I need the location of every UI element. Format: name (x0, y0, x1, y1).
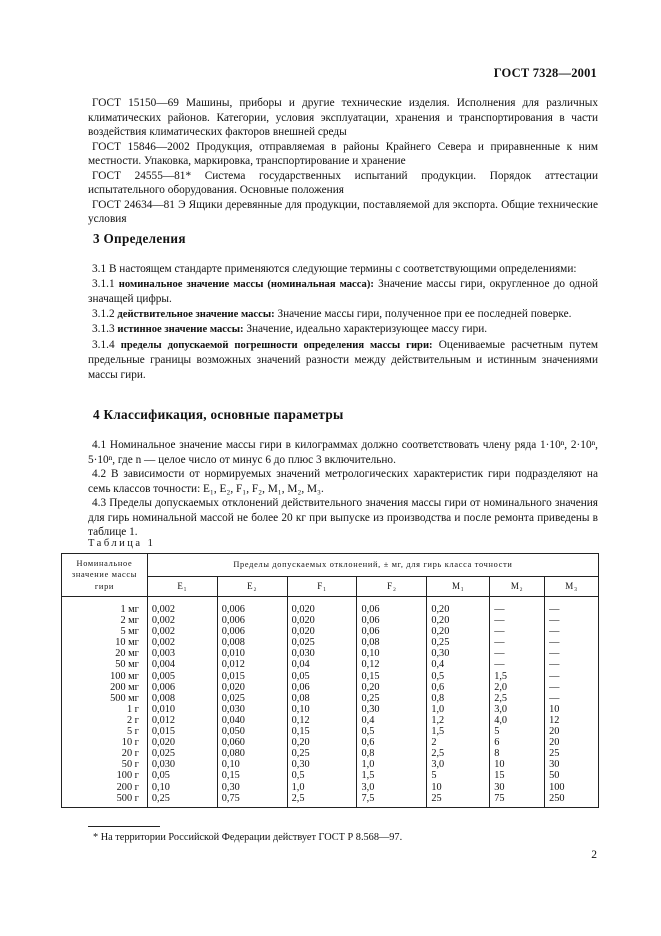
tolerance-cell: 2,5 (427, 748, 490, 759)
table-row (62, 782, 599, 793)
tolerance-cell: 30 (490, 782, 545, 793)
column-header-nominal-mass: Номинальное значение массы гири (62, 554, 148, 597)
table-row (62, 693, 599, 704)
definition-3-1-4: 3.1.4 пределы допускаемой погрешности определения массы гири: Оцениваемые расчетным путем предельные границы возможных значений разности между действительным и истинным значениями массы гири. (88, 338, 599, 381)
tolerance-cell: 0,8 (357, 748, 427, 759)
tolerance-cell: 0,030 (287, 648, 357, 659)
tolerance-cell: 0,015 (147, 726, 217, 737)
tolerance-cell: 3,0 (490, 704, 545, 715)
term: действительное значение массы: (117, 308, 275, 320)
tolerance-cell: 0,003 (147, 648, 217, 659)
tolerance-cell: 1,5 (427, 726, 490, 737)
table-row (62, 626, 599, 637)
table-row (62, 659, 599, 670)
definition-3-1-1: 3.1.1 номинальное значение массы (номинальная масса): Значение массы гири, округленное до одной значащей цифры. (88, 277, 599, 305)
tolerance-cell: 0,005 (147, 671, 217, 682)
tolerance-cell: 0,030 (147, 759, 217, 770)
nominal-mass-cell: 10 мг (62, 637, 148, 648)
tolerance-cell: 0,12 (287, 715, 357, 726)
normative-references (88, 96, 598, 227)
tolerance-cell: 7,5 (357, 793, 427, 808)
table-row (62, 671, 599, 682)
tolerance-cell: 0,12 (357, 659, 427, 670)
section-3-body (88, 262, 598, 382)
tolerance-cell: 0,006 (217, 626, 287, 637)
tolerance-cell: 0,002 (147, 626, 217, 637)
tolerance-cell: 50 (545, 770, 599, 781)
tolerance-cell: 0,015 (217, 671, 287, 682)
tolerance-cell: 0,25 (357, 693, 427, 704)
class-header: M₁ (427, 577, 490, 597)
tolerance-cell: 0,008 (147, 693, 217, 704)
tolerance-cell: 5 (490, 726, 545, 737)
tolerance-cell: 0,20 (427, 597, 490, 616)
tolerance-cell: 8 (490, 748, 545, 759)
reference-item: ГОСТ 15846—2002 Продукция, отправляемая в районы Крайнего Севера и приравненные к ним местности. Упаковка, маркировка, транспортирование и хранение (88, 140, 598, 167)
tolerance-cell: 5 (427, 770, 490, 781)
class-header: M₃ (545, 577, 599, 597)
nominal-mass-cell: 100 г (62, 770, 148, 781)
tolerance-cell: 2,5 (287, 793, 357, 808)
tolerance-cell: 1,5 (490, 671, 545, 682)
tolerance-cell: 0,06 (357, 597, 427, 616)
nominal-mass-cell: 5 мг (62, 626, 148, 637)
table-row (62, 715, 599, 726)
tolerance-cell: 1,0 (287, 782, 357, 793)
tolerance-cell: 3,0 (427, 759, 490, 770)
tolerance-cell: 0,30 (217, 782, 287, 793)
tolerance-cell: 0,20 (357, 682, 427, 693)
tolerance-cell: 0,10 (147, 782, 217, 793)
tolerance-cell: 0,020 (147, 737, 217, 748)
class-header: E₁ (147, 577, 217, 597)
nominal-mass-cell: 1 г (62, 704, 148, 715)
tolerance-cell: 0,05 (147, 770, 217, 781)
tolerance-cell: 20 (545, 737, 599, 748)
tolerance-cell: 0,06 (287, 682, 357, 693)
table-row (62, 748, 599, 759)
document-header: ГОСТ 7328—2001 (493, 66, 597, 80)
tolerance-cell: 0,5 (427, 671, 490, 682)
tolerance-cell: 0,5 (357, 726, 427, 737)
tolerance-cell: — (545, 597, 599, 616)
tolerance-cell: 10 (427, 782, 490, 793)
footnote: * На территории Российской Федерации действует ГОСТ Р 8.568—97. (93, 832, 403, 843)
tolerance-cell: — (545, 682, 599, 693)
tolerance-cell: 0,15 (357, 671, 427, 682)
tolerance-cell: 2,0 (490, 682, 545, 693)
nominal-mass-cell: 500 мг (62, 693, 148, 704)
tolerance-cell: 100 (545, 782, 599, 793)
tolerance-cell: 0,25 (427, 637, 490, 648)
tolerance-cell: — (545, 693, 599, 704)
tolerance-cell: 0,20 (287, 737, 357, 748)
tolerance-cell: — (490, 626, 545, 637)
tolerance-cell: 0,050 (217, 726, 287, 737)
tolerance-cell: 0,020 (287, 626, 357, 637)
tolerance-cell: 0,06 (357, 626, 427, 637)
nominal-mass-cell: 1 мг (62, 597, 148, 616)
nominal-mass-cell: 500 г (62, 793, 148, 808)
nominal-mass-cell: 2 мг (62, 615, 148, 626)
tolerance-cell: 0,4 (357, 715, 427, 726)
tolerance-cell: — (490, 615, 545, 626)
tolerance-cell: — (545, 615, 599, 626)
tolerance-cell: 0,6 (427, 682, 490, 693)
tolerance-cell: 0,025 (217, 693, 287, 704)
tolerance-cell: 0,15 (217, 770, 287, 781)
section-4-body (88, 438, 598, 540)
paragraph-3-1: 3.1 В настоящем стандарте применяются следующие термины с соответствующими определениями: (92, 263, 577, 275)
tolerance-cell: 0,04 (287, 659, 357, 670)
tolerance-cell: 0,006 (217, 615, 287, 626)
tolerance-cell: 10 (545, 704, 599, 715)
table-caption: Таблица 1 (88, 538, 156, 549)
reference-item: ГОСТ 15150—69 Машины, приборы и другие технические изделия. Исполнения для различных климатических районов. Категории, условия эксплуатации, хранения и транспортирования в части воздействия климатических факторов внешней среды (88, 97, 598, 138)
class-header: E₂ (217, 577, 287, 597)
nominal-mass-cell: 50 мг (62, 659, 148, 670)
tolerance-cell: 0,15 (287, 726, 357, 737)
tolerance-cell: 25 (545, 748, 599, 759)
tolerance-cell: 0,012 (147, 715, 217, 726)
table-row (62, 737, 599, 748)
reference-item: ГОСТ 24634—81 Э Ящики деревянные для продукции, поставляемой для экспорта. Общие технические условия (88, 198, 598, 225)
tolerance-cell: 2 (427, 737, 490, 748)
tolerance-cell: 0,8 (427, 693, 490, 704)
tolerance-cell: 1,2 (427, 715, 490, 726)
nominal-mass-cell: 20 г (62, 748, 148, 759)
tolerance-cell: 0,020 (287, 597, 357, 616)
tolerance-cell: — (490, 637, 545, 648)
tolerance-cell: 0,040 (217, 715, 287, 726)
table-row (62, 770, 599, 781)
tolerance-cell: 0,30 (357, 704, 427, 715)
table-body (62, 597, 599, 808)
tolerance-cell: 0,10 (217, 759, 287, 770)
term: номинальное значение массы (номинальная масса): (118, 278, 374, 290)
table-row (62, 648, 599, 659)
tolerance-cell: 1,0 (357, 759, 427, 770)
nominal-mass-cell: 200 г (62, 782, 148, 793)
tolerance-cell: 0,025 (287, 637, 357, 648)
tolerance-cell: 0,010 (217, 648, 287, 659)
tolerance-cell: 0,20 (427, 626, 490, 637)
tolerance-cell: 0,002 (147, 637, 217, 648)
tolerance-cell: 4,0 (490, 715, 545, 726)
table-row (62, 704, 599, 715)
tolerance-cell: 0,020 (287, 615, 357, 626)
paragraph-4-1: 4.1 Номинальное значение массы гири в килограммах должно соответствовать члену ряда 1·10ⁿ, 2·10ⁿ, 5·10ⁿ, где n — целое число от минус 6 до плюс 3 включительно. (88, 439, 598, 466)
tolerance-cell: 30 (545, 759, 599, 770)
tolerance-cell: 0,080 (217, 748, 287, 759)
reference-item: ГОСТ 24555—81* Система государственных испытаний продукции. Порядок аттестации испытательного оборудования. Основные положения (88, 169, 598, 196)
tolerance-cell: 0,010 (147, 704, 217, 715)
tolerance-cell: 0,10 (287, 704, 357, 715)
tolerance-cell: 0,012 (217, 659, 287, 670)
nominal-mass-cell: 2 г (62, 715, 148, 726)
tolerance-cell: — (545, 671, 599, 682)
tolerance-cell: 0,20 (427, 615, 490, 626)
tolerance-cell: 10 (490, 759, 545, 770)
table-row (62, 637, 599, 648)
tolerance-cell: 0,004 (147, 659, 217, 670)
page-number: 2 (591, 849, 597, 861)
tolerance-cell: — (545, 659, 599, 670)
table-row (62, 759, 599, 770)
tolerance-cell: 0,020 (217, 682, 287, 693)
nominal-mass-cell: 10 г (62, 737, 148, 748)
tolerance-cell: 6 (490, 737, 545, 748)
nominal-mass-cell: 5 г (62, 726, 148, 737)
tolerance-cell: 1,5 (357, 770, 427, 781)
tolerance-cell: 0,002 (147, 615, 217, 626)
tolerance-cell: 25 (427, 793, 490, 808)
tolerance-cell: 250 (545, 793, 599, 808)
tolerance-cell: 0,006 (147, 682, 217, 693)
tolerance-cell: 0,006 (217, 597, 287, 616)
tolerance-cell: — (490, 648, 545, 659)
tolerance-cell: 0,25 (287, 748, 357, 759)
class-header: M₂ (490, 577, 545, 597)
section-3-heading: 3 Определения (93, 231, 186, 246)
tolerance-cell: 3,0 (357, 782, 427, 793)
definition-3-1-3: 3.1.3 истинное значение массы: Значение, идеально характеризующее массу гири. (92, 323, 488, 335)
tolerance-cell: 2,5 (490, 693, 545, 704)
column-header-group: Пределы допускаемых отклонений, ± мг, для гирь класса точности (147, 554, 598, 577)
table-row (62, 726, 599, 737)
tolerance-cell: — (490, 659, 545, 670)
term: пределы допускаемой погрешности определения массы гири: (120, 339, 433, 351)
class-header: F₂ (357, 577, 427, 597)
tolerance-cell: 0,08 (357, 637, 427, 648)
tolerance-cell: 0,060 (217, 737, 287, 748)
tolerance-cell: 0,008 (217, 637, 287, 648)
tolerance-cell: — (490, 597, 545, 616)
tolerance-cell: — (545, 648, 599, 659)
nominal-mass-cell: 20 мг (62, 648, 148, 659)
tolerance-cell: 1,0 (427, 704, 490, 715)
tolerance-cell: 0,6 (357, 737, 427, 748)
paragraph-4-3: 4.3 Пределы допускаемых отклонений действительного значения массы гири от номинального значения для гирь номинальной массой не более 20 кг при выпуске из производства и после ремонта приведены в таблице 1. (88, 497, 598, 538)
tolerance-cell: — (545, 637, 599, 648)
tolerance-cell: 75 (490, 793, 545, 808)
tolerance-cell: 0,06 (357, 615, 427, 626)
tolerance-cell: 0,05 (287, 671, 357, 682)
definition-3-1-2: 3.1.2 действительное значение массы: Значение массы гири, полученное при ее последней поверке. (92, 307, 572, 320)
tolerance-cell: 12 (545, 715, 599, 726)
table-row (62, 682, 599, 693)
tolerance-cell: 0,30 (427, 648, 490, 659)
nominal-mass-cell: 100 мг (62, 671, 148, 682)
tolerance-cell: 0,030 (217, 704, 287, 715)
tolerance-cell: 20 (545, 726, 599, 737)
tolerance-table (61, 553, 599, 808)
tolerance-cell: 0,10 (357, 648, 427, 659)
tolerance-cell: — (545, 626, 599, 637)
table-row (62, 793, 599, 808)
tolerance-cell: 0,4 (427, 659, 490, 670)
table-row (62, 597, 599, 616)
tolerance-cell: 0,08 (287, 693, 357, 704)
nominal-mass-cell: 50 г (62, 759, 148, 770)
section-4-heading: 4 Классификация, основные параметры (93, 407, 344, 422)
tolerance-cell: 0,002 (147, 597, 217, 616)
tolerance-cell: 0,30 (287, 759, 357, 770)
class-header: F₁ (287, 577, 357, 597)
nominal-mass-cell: 200 мг (62, 682, 148, 693)
paragraph-4-2: 4.2 В зависимости от нормируемых значений метрологических характеристик гири подразделяют на семь классов точности: E₁, E₂, F₁, F₂, M₁, M₂, M₃. (88, 468, 598, 495)
tolerance-cell: 15 (490, 770, 545, 781)
tolerance-cell: 0,75 (217, 793, 287, 808)
term: истинное значение массы: (117, 324, 244, 335)
tolerance-cell: 0,25 (147, 793, 217, 808)
table-row (62, 615, 599, 626)
tolerance-cell: 0,025 (147, 748, 217, 759)
footnote-divider (88, 826, 160, 827)
tolerance-cell: 0,5 (287, 770, 357, 781)
